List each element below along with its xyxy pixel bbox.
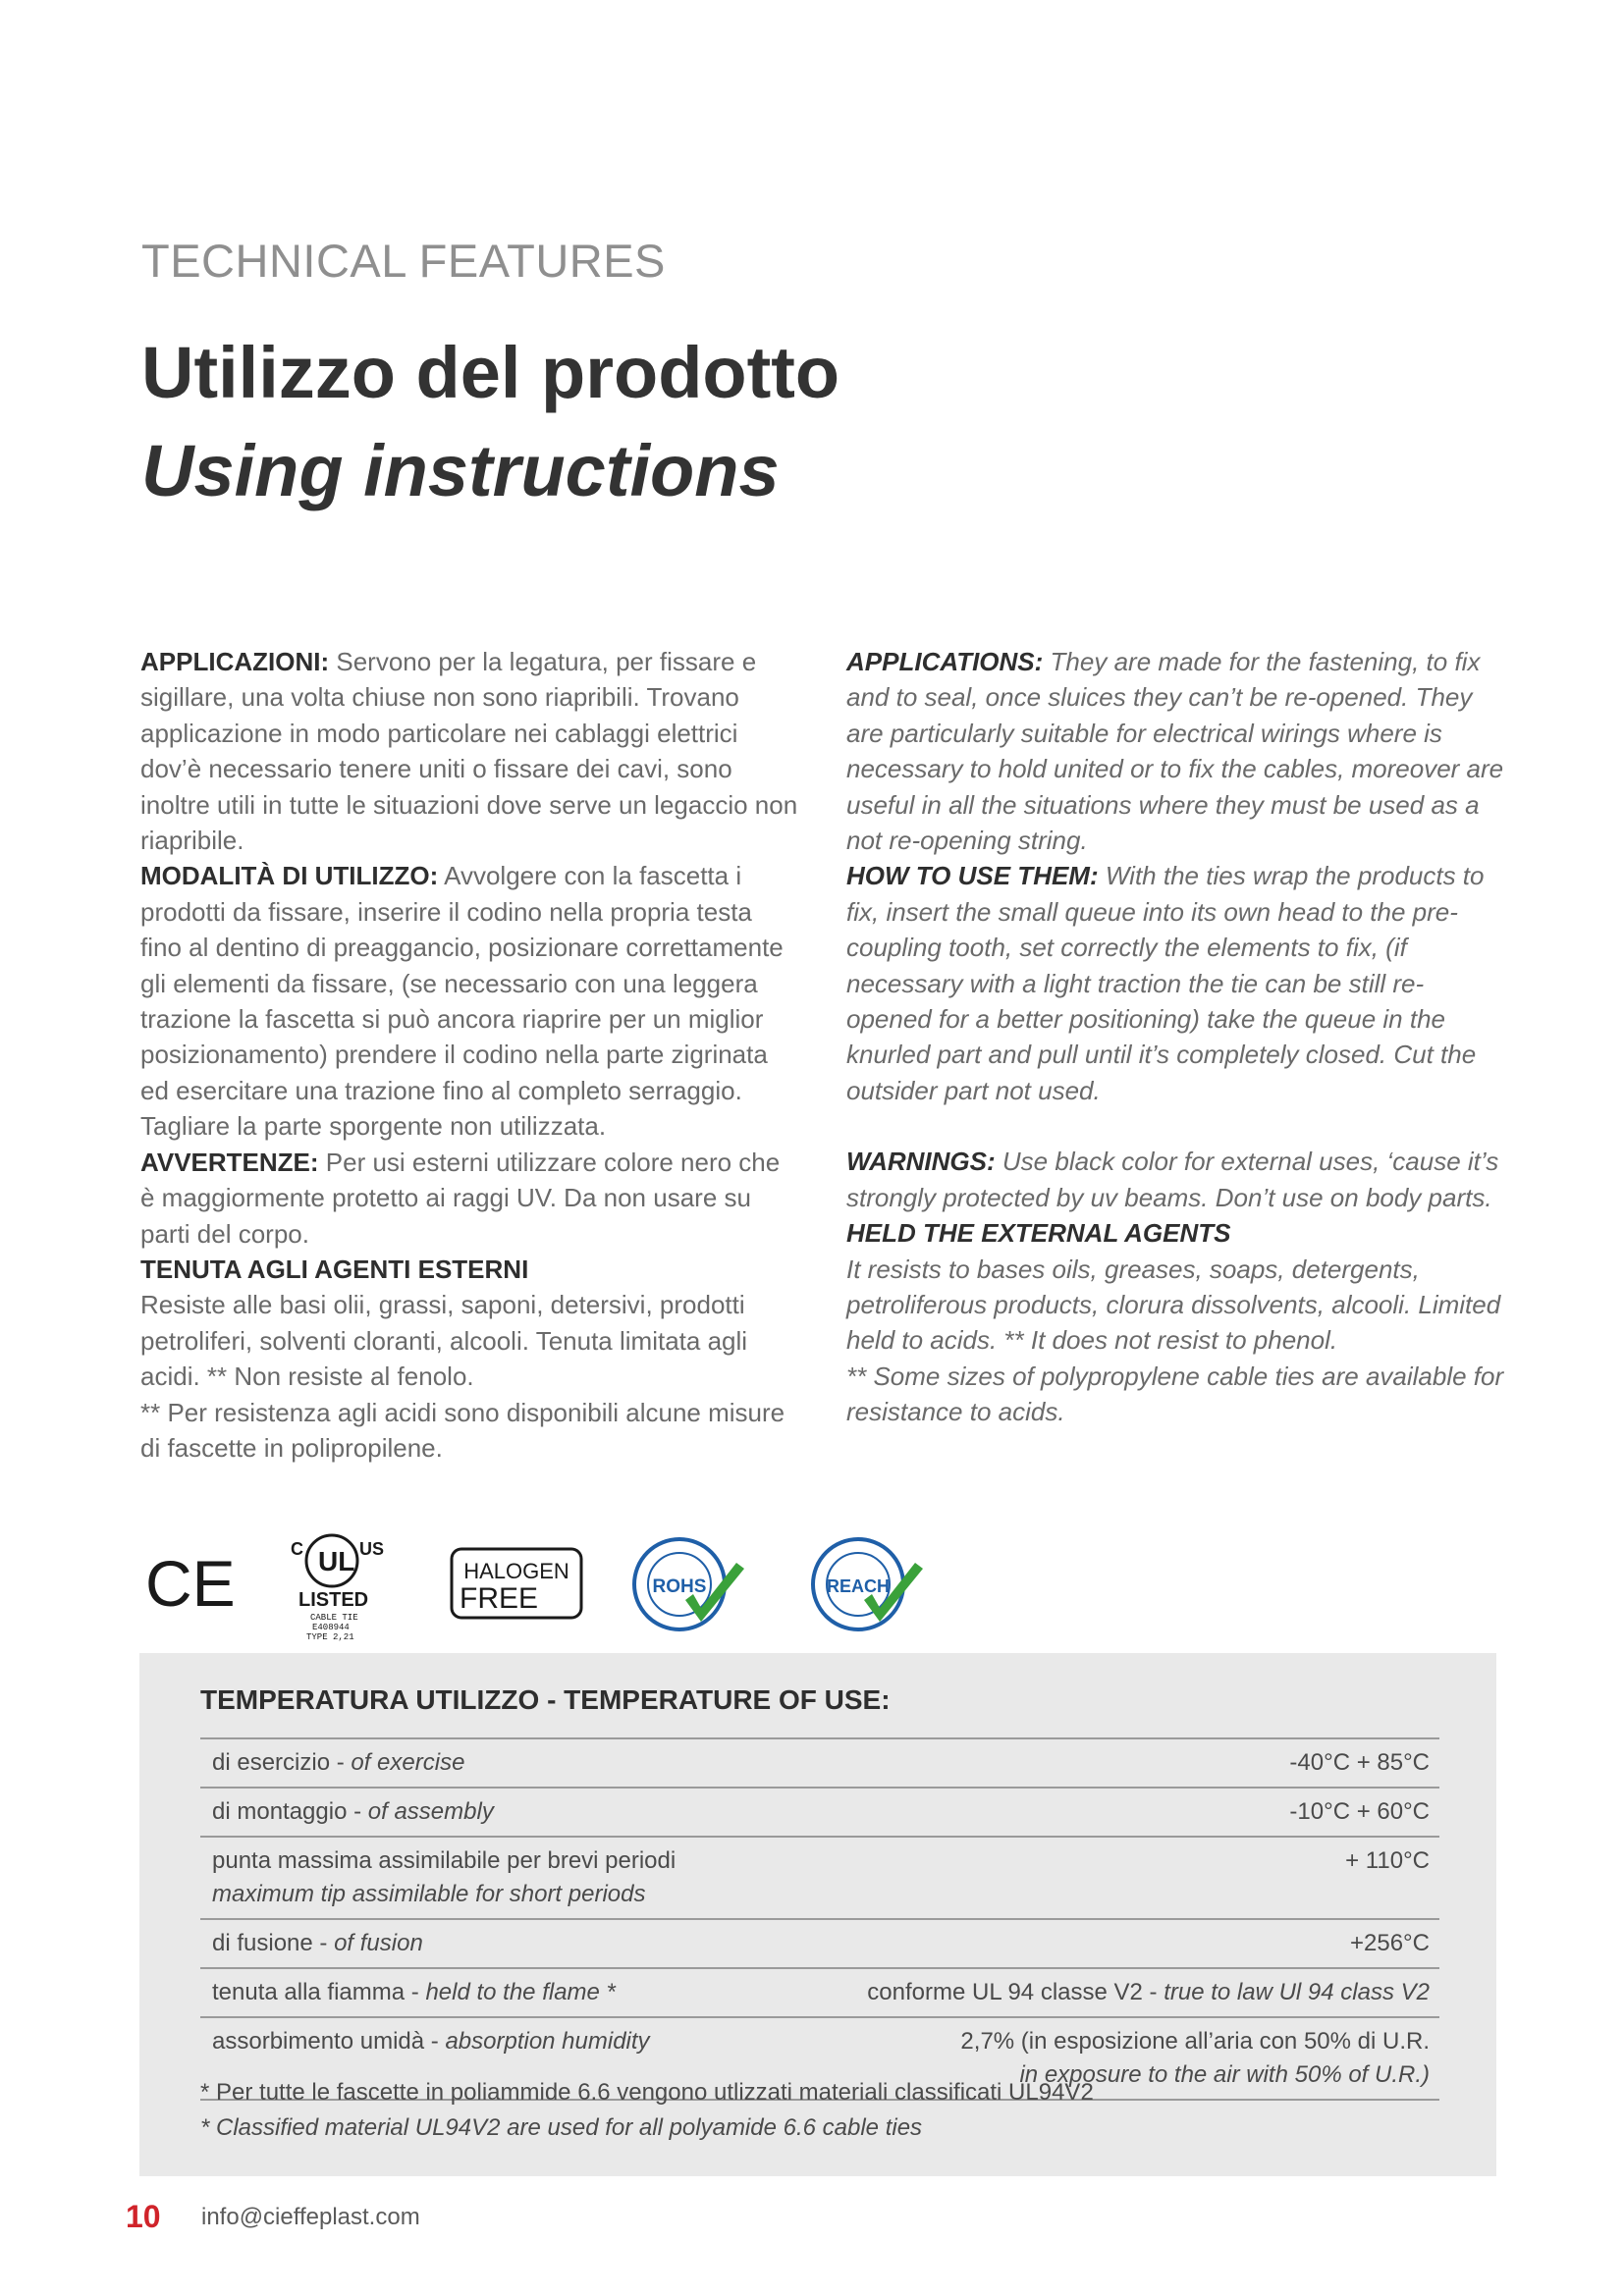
warnings-label: WARNINGS: [846, 1147, 987, 1177]
svg-text:HALOGEN: HALOGEN: [463, 1559, 569, 1583]
row-value: conforme UL 94 classe V2 - true to law Ul 94 class V2: [763, 1968, 1439, 2017]
warnings-paragraph: WARNINGS: Use black color for external uses, ‘cause it’s strongly protected by uv beams. Don’t use on body parts.: [846, 1147, 1499, 1212]
tenuta-text: Resiste alle basi olii, grassi, saponi, detersivi, prodotti petroliferi, solventi cloranti, alcooli. Tenuta limitata agli acidi. ** Non resiste al fenolo.: [140, 1290, 748, 1392]
temperature-title: TEMPERATURA UTILIZZO - TEMPERATURE OF USE:: [200, 1684, 891, 1715]
applications-label: APPLICATIONS: [846, 647, 1035, 676]
temperature-notes: [200, 2075, 1094, 2146]
note-italian: * Per tutte le fascette in poliammide 6.6 vengono utlizzati materiali classificati UL94V2: [200, 2079, 1094, 2106]
page-number: 10: [126, 2199, 161, 2234]
row-value: -40°C + 85°C: [763, 1738, 1439, 1788]
row-value: + 110°C: [763, 1837, 1439, 1919]
row-value: +256°C: [763, 1919, 1439, 1968]
row-label: di esercizio - of exercise: [200, 1738, 763, 1788]
svg-text:LISTED: LISTED: [298, 1589, 369, 1611]
ul-listed-icon: [277, 1523, 395, 1645]
row-label: punta massima assimilabile per brevi periodi maximum tip assimilable for short periods: [200, 1837, 763, 1919]
svg-text:US: US: [359, 1539, 385, 1559]
english-column: [846, 644, 1504, 1430]
howto-paragraph: HOW TO USE THEM: With the ties wrap the products to fix, insert the small queue into its own head to the pre-coupling tooth, set correctly the elements to fix, (if necessary with a light traction the tie can be still re-opened for a better positioning) take the queue in the knurled part and pull until it’s completely closed. Cut the outsider part not used.: [846, 861, 1485, 1105]
tenuta-note: ** Per resistenza agli acidi sono disponibili alcune misure di fascette in polipropilene.: [140, 1397, 785, 1463]
temperature-table: [200, 1737, 1439, 2101]
modalita-label: MODALITÀ DI UTILIZZO: [140, 861, 430, 891]
halogen-free-icon: [450, 1547, 587, 1622]
applications-paragraph: APPLICATIONS: They are made for the fastening, to fix and to seal, once sluices they can’t be re-opened. They are particularly suitable for electrical wirings where is necessary to hold united or to fix the cables, moreover are useful in all the situations where they must be used as a not re-opening string.: [846, 647, 1504, 856]
svg-text:REACH: REACH: [826, 1576, 891, 1596]
temperature-panel: [139, 1653, 1496, 2176]
ce-mark-icon: [145, 1547, 236, 1620]
svg-text:C: C: [291, 1539, 303, 1559]
held-heading: HELD THE EXTERNAL AGENTS: [846, 1218, 1231, 1249]
certification-logos: [137, 1523, 943, 1651]
note-english: * Classified material UL94V2 are used for all polyamide 6.6 cable ties: [200, 2114, 923, 2141]
title-english: Using instructions: [141, 430, 780, 511]
svg-text:CE: CE: [145, 1547, 236, 1620]
table-row: [200, 1738, 1439, 1788]
tenuta-heading: TENUTA AGLI AGENTI ESTERNI: [140, 1254, 529, 1284]
row-value: -10°C + 60°C: [763, 1788, 1439, 1837]
row-value: 2,7% (in esposizione all’aria con 50% di U.R. in exposure to the air with 50% of U.R.): [763, 2017, 1439, 2100]
svg-text:ROHS: ROHS: [652, 1576, 707, 1597]
warnings-text: Use black color for external uses, ‘cause it’s strongly protected by uv beams. Don’t use on body parts.: [846, 1147, 1499, 1212]
svg-text:CABLE TIE: CABLE TIE: [310, 1613, 358, 1623]
applicazioni-label: APPLICAZIONI: [140, 647, 321, 676]
applicazioni-paragraph: APPLICAZIONI: Servono per la legatura, per fissare e sigillare, una volta chiuse non sono riapribili. Trovano applicazione in modo particolare nei cablaggi elettrici dov’è necessario tenere uniti o fissare dei cavi, sono inoltre utili in tutte le situazioni dove serve un legaccio non riapribile.: [140, 647, 798, 856]
row-label: assorbimento umidà - absorption humidity: [200, 2017, 763, 2100]
applicazioni-text: Servono per la legatura, per fissare e sigillare, una volta chiuse non sono riapribili. Trovano applicazione in modo particolare nei cablaggi elettrici dov’è necessario tenere uniti o fissare dei cavi, sono inoltre utili in tutte le situazioni dove serve un legaccio non riapribile.: [140, 647, 798, 856]
modalita-paragraph: MODALITÀ DI UTILIZZO: Avvolgere con la fascetta i prodotti da fissare, inserire il codino nella propria testa fino al dentino di preaggancio, posizionare correttamente gli elementi da fissare, (se necessario con una leggera trazione la fascetta si può ancora riaprire per un miglior posizionamento) prendere il codino nella parte zigrinata ed esercitare una trazione fino al completo serraggio. Tagliare la parte sporgente non utilizzata.: [140, 861, 784, 1142]
applications-text: They are made for the fastening, to fix and to seal, once sluices they can’t be re-opened. They are particularly suitable for electrical wirings where is necessary to hold united or to fix the cables, moreover are useful in all the situations where they must be used as a not re-opening string.: [846, 647, 1504, 856]
row-label: di fusione - of fusion: [200, 1919, 763, 1968]
avvertenze-text: Per usi esterni utilizzare colore nero che è maggiormente protetto ai raggi UV. Da non usare su parti del corpo.: [140, 1147, 781, 1249]
avvertenze-label: AVVERTENZE: [140, 1147, 310, 1177]
held-note: ** Some sizes of polypropylene cable ties are available for resistance to acids.: [846, 1361, 1504, 1427]
table-row: [200, 1919, 1439, 1968]
svg-text:FREE: FREE: [460, 1582, 539, 1615]
avvertenze-paragraph: AVVERTENZE: Per usi esterni utilizzare colore nero che è maggiormente protetto ai raggi UV. Da non usare su parti del corpo.: [140, 1147, 781, 1249]
svg-text:TYPE 2,21: TYPE 2,21: [306, 1632, 354, 1642]
title-italian: Utilizzo del prodotto: [141, 332, 840, 413]
table-row: [200, 1837, 1439, 1919]
italian-column: [140, 644, 798, 1466]
row-label: tenuta alla fiamma - held to the flame *: [200, 1968, 763, 2017]
held-text: It resists to bases oils, greases, soaps, detergents, petroliferous products, clorura dissolvents, alcooli. Limited held to acids. ** It does not resist to phenol.: [846, 1254, 1501, 1356]
svg-text:UL: UL: [318, 1546, 355, 1576]
section-kicker: TECHNICAL FEATURES: [141, 235, 666, 287]
howto-label: HOW TO USE THEM: [846, 861, 1090, 891]
svg-text:E408944: E408944: [312, 1623, 350, 1632]
modalita-text: Avvolgere con la fascetta i prodotti da fissare, inserire il codino nella propria testa fino al dentino di preaggancio, posizionare correttamente gli elementi da fissare, (se necessario con una leggera trazione la fascetta si può ancora riaprire per un miglior posizionamento) prendere il codino nella parte zigrinata ed esercitare una trazione fino al completo serraggio. Tagliare la parte sporgente non utilizzata.: [140, 861, 784, 1142]
reach-compliant-icon: [807, 1529, 935, 1645]
howto-text: With the ties wrap the products to fix, insert the small queue into its own head to the pre-coupling tooth, set correctly the elements to fix, (if necessary with a light traction the tie can be still re-opened for a better positioning) take the queue in the knurled part and pull until it’s completely closed. Cut the outsider part not used.: [846, 861, 1485, 1105]
row-label: di montaggio - of assembly: [200, 1788, 763, 1837]
rohs-compliant-icon: [628, 1529, 756, 1645]
table-row: [200, 1788, 1439, 1837]
table-row: [200, 1968, 1439, 2017]
email-link[interactable]: info@cieffeplast.com: [201, 2204, 420, 2230]
page-title: [141, 324, 839, 520]
